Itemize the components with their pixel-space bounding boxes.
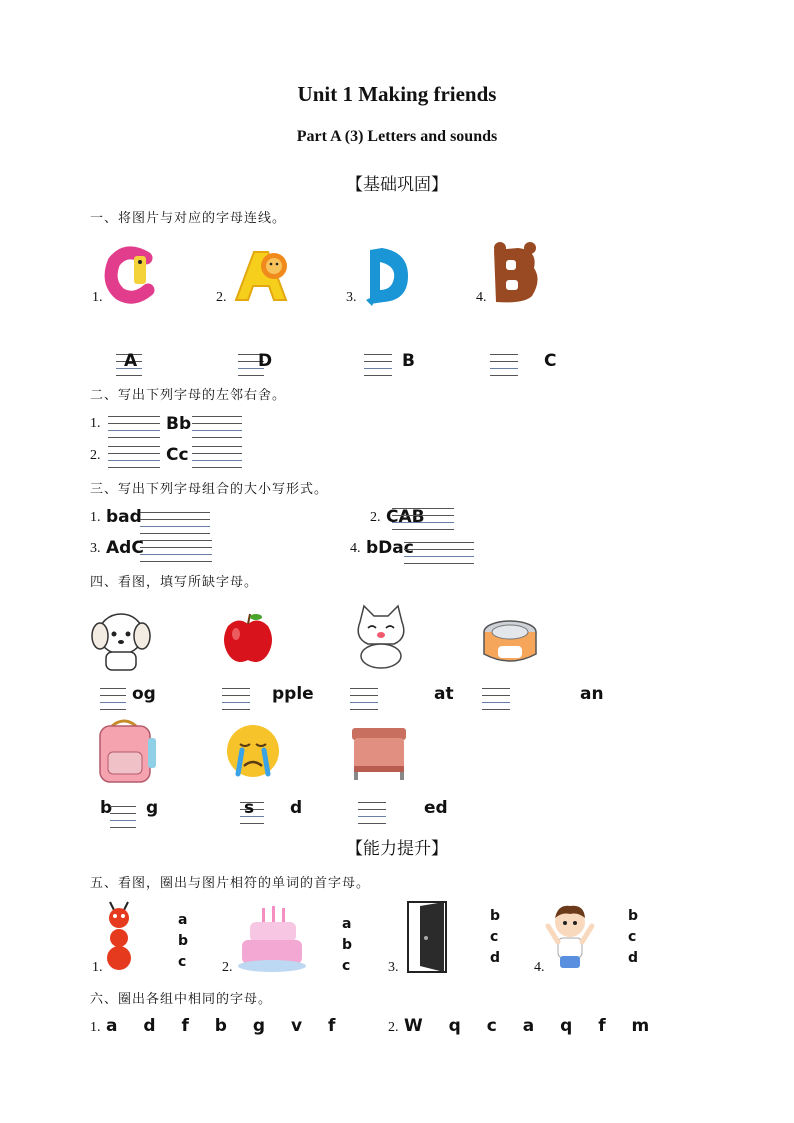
q5-item-4-num: 4. bbox=[534, 960, 545, 975]
letter-a-lion-icon bbox=[232, 246, 290, 304]
q5-item-1-num: 1. bbox=[92, 960, 103, 975]
q5-item-3-option-c[interactable]: c bbox=[490, 929, 499, 945]
q5-item-2-option-a[interactable]: a bbox=[342, 916, 352, 932]
q4-bag-after: g bbox=[146, 798, 159, 818]
q5-item-2-num: 2. bbox=[222, 960, 233, 975]
q4-can-fragment: an bbox=[580, 684, 604, 704]
door-icon bbox=[404, 900, 450, 974]
q3-item-4-lines[interactable] bbox=[404, 542, 474, 564]
letter-d-dolphin-icon bbox=[362, 244, 412, 306]
letter-b-bear-icon bbox=[490, 240, 542, 304]
q4-can-lines[interactable] bbox=[482, 688, 510, 710]
q5-item-3-num: 3. bbox=[388, 960, 399, 975]
q6-instruction: 六、圈出各组中相同的字母。 bbox=[90, 992, 273, 1007]
q3-item-2-num: 2. bbox=[370, 510, 381, 525]
q2-item-1-left-lines[interactable] bbox=[108, 416, 160, 438]
q6-group-1-letters[interactable]: a d f b g v f bbox=[106, 1016, 346, 1036]
q3-item-4-num: 4. bbox=[350, 541, 361, 556]
q5-item-1-option-c[interactable]: c bbox=[178, 954, 187, 970]
q4-cat-lines[interactable] bbox=[350, 688, 378, 710]
q4-sad-after: d bbox=[290, 798, 303, 818]
q3-item-2-lines[interactable] bbox=[392, 508, 454, 530]
q2-instruction: 二、写出下列字母的左邻右舍。 bbox=[90, 388, 287, 403]
q2-item-2-left-lines[interactable] bbox=[108, 446, 160, 468]
q5-item-4-option-c[interactable]: c bbox=[628, 929, 637, 945]
q3-item-2-word: CAB bbox=[386, 507, 425, 527]
q4-apple-fragment: pple bbox=[272, 684, 314, 704]
sad-face-icon bbox=[224, 722, 282, 780]
boy-icon bbox=[548, 902, 592, 972]
q3-item-3-num: 3. bbox=[90, 541, 101, 556]
q1-letter-c[interactable]: C bbox=[544, 351, 557, 371]
q1-item-3-num: 3. bbox=[346, 290, 357, 305]
q1-letter-b[interactable]: B bbox=[402, 351, 415, 371]
bed-icon bbox=[350, 726, 408, 782]
q2-item-1-letters: Bb bbox=[166, 414, 192, 434]
q2-item-2-right-lines[interactable] bbox=[192, 446, 242, 468]
q1-item-2-num: 2. bbox=[216, 290, 227, 305]
cat-icon bbox=[350, 604, 412, 670]
q5-item-2-option-b[interactable]: b bbox=[342, 937, 353, 953]
dog-icon bbox=[90, 606, 152, 672]
q2-item-1-right-lines[interactable] bbox=[192, 416, 242, 438]
q5-item-3-option-b[interactable]: b bbox=[490, 908, 501, 924]
q5-item-1-options[interactable] bbox=[178, 910, 188, 973]
q3-instruction: 三、写出下列字母组合的大小写形式。 bbox=[90, 482, 329, 497]
q4-bed-fragment: ed bbox=[424, 798, 448, 818]
q3-item-4-word: bDac bbox=[366, 538, 414, 558]
q6-group-1-num: 1. bbox=[90, 1020, 101, 1035]
q5-instruction: 五、看图，圈出与图片相符的单词的首字母。 bbox=[90, 876, 371, 891]
q5-item-4-option-d[interactable]: d bbox=[628, 950, 639, 966]
q2-item-2-num: 2. bbox=[90, 448, 101, 463]
q4-bag-before: b bbox=[100, 798, 113, 818]
q1-writing-lines-3[interactable] bbox=[364, 354, 392, 376]
q5-item-4-options[interactable] bbox=[628, 906, 638, 969]
apple-icon bbox=[220, 612, 276, 666]
section-basic: 【基础巩固】 bbox=[346, 175, 448, 195]
q3-item-1-lines[interactable] bbox=[140, 512, 210, 534]
q5-item-3-options[interactable] bbox=[490, 906, 500, 969]
q6-group-2-num: 2. bbox=[388, 1020, 399, 1035]
q1-item-4-num: 4. bbox=[476, 290, 487, 305]
q6-group-2-letters[interactable]: W q c a q f m bbox=[404, 1016, 660, 1036]
q4-instruction: 四、看图，填写所缺字母。 bbox=[90, 575, 259, 590]
q4-apple-lines[interactable] bbox=[222, 688, 250, 710]
q1-item-1-num: 1. bbox=[92, 290, 103, 305]
q5-item-4-option-b[interactable]: b bbox=[628, 908, 639, 924]
q5-item-1-option-b[interactable]: b bbox=[178, 933, 189, 949]
page-subtitle: Part A (3) Letters and sounds bbox=[296, 128, 498, 145]
can-icon bbox=[482, 618, 538, 668]
q4-sad-before: s bbox=[244, 798, 255, 818]
q5-item-2-options[interactable] bbox=[342, 914, 352, 977]
q1-letter-a[interactable]: A bbox=[124, 351, 138, 371]
q1-instruction: 一、将图片与对应的字母连线。 bbox=[90, 211, 287, 226]
q4-bed-lines[interactable] bbox=[358, 802, 386, 824]
q3-item-1-word: bad bbox=[106, 507, 142, 527]
q2-item-2-letters: Cc bbox=[166, 445, 189, 465]
q4-dog-fragment: og bbox=[132, 684, 156, 704]
bag-icon bbox=[90, 716, 160, 784]
q5-item-1-option-a[interactable]: a bbox=[178, 912, 188, 928]
q5-item-2-option-c[interactable]: c bbox=[342, 958, 351, 974]
ant-icon bbox=[100, 902, 140, 972]
q1-writing-lines-4[interactable] bbox=[490, 354, 518, 376]
letter-c-icon bbox=[106, 246, 156, 302]
q3-item-3-lines[interactable] bbox=[140, 540, 212, 562]
page-title: Unit 1 Making friends bbox=[297, 82, 497, 106]
q3-item-3-word: AdC bbox=[106, 538, 144, 558]
q4-dog-lines[interactable] bbox=[100, 688, 126, 710]
q4-cat-fragment: at bbox=[434, 684, 454, 704]
q4-bag-lines[interactable] bbox=[110, 806, 136, 828]
q5-item-3-option-d[interactable]: d bbox=[490, 950, 501, 966]
q3-item-1-num: 1. bbox=[90, 510, 101, 525]
cake-icon bbox=[236, 906, 308, 972]
q2-item-1-num: 1. bbox=[90, 416, 101, 431]
q1-letter-d[interactable]: D bbox=[258, 351, 273, 371]
section-advanced: 【能力提升】 bbox=[346, 839, 448, 859]
